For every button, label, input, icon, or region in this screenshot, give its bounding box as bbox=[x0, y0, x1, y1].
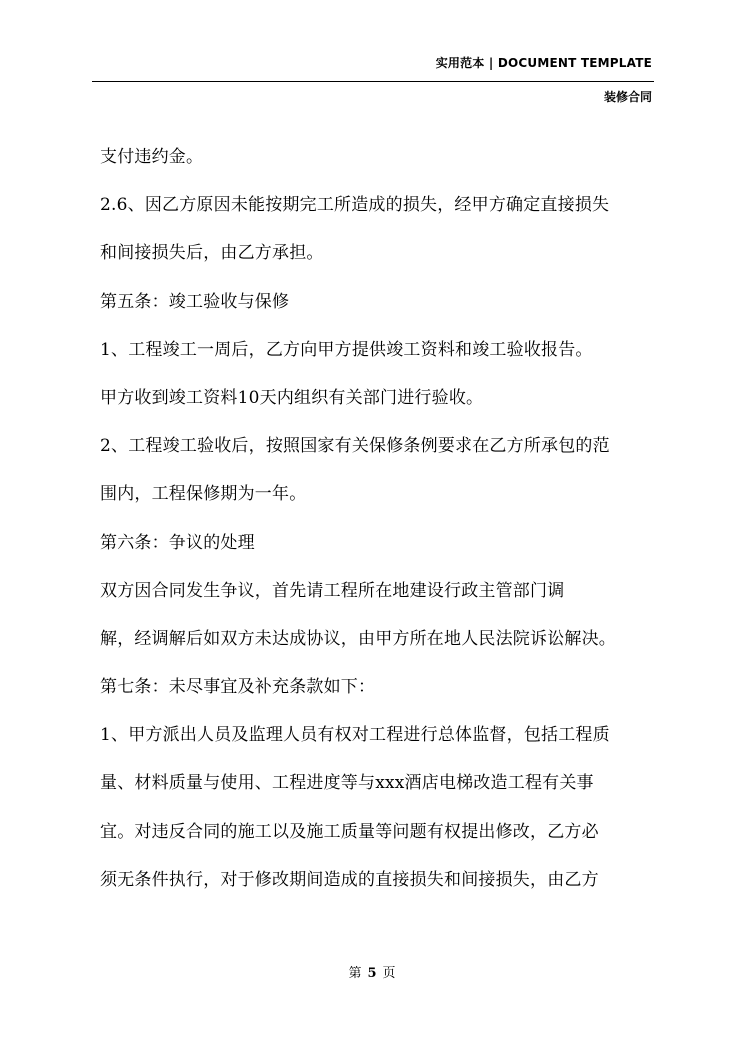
page-number-suffix: 页 bbox=[382, 966, 396, 981]
body-line: 双方因合同发生争议，首先请工程所在地建设行政主管部门调 bbox=[100, 580, 565, 601]
body-line: 甲方收到竣工资料10天内组织有关部门进行验收。 bbox=[100, 387, 484, 408]
section-heading: 第五条：竣工验收与保修 bbox=[100, 291, 290, 312]
body-line: 围内，工程保修期为一年。 bbox=[100, 484, 307, 505]
body-line: 须无条件执行，对于修改期间造成的直接损失和间接损失，由乙方 bbox=[100, 869, 599, 890]
header-divider bbox=[92, 81, 654, 82]
section-heading: 第七条：未尽事宜及补充条款如下： bbox=[100, 677, 376, 698]
body-line: 和间接损失后，由乙方承担。 bbox=[100, 243, 324, 264]
header-title: 实用范本 | DOCUMENT TEMPLATE bbox=[435, 56, 652, 70]
body-line: 解，经调解后如双方未达成协议，由甲方所在地人民法院诉讼解决。 bbox=[100, 628, 616, 649]
page-number-prefix: 第 bbox=[348, 966, 362, 981]
body-line: 支付违约金。 bbox=[100, 147, 204, 167]
header-subtitle: 装修合同 bbox=[603, 90, 652, 104]
document-body bbox=[100, 138, 660, 909]
body-line: 2.6、因乙方原因未能按期完工所造成的损失，经甲方确定直接损失 bbox=[100, 195, 610, 216]
body-line: 2、工程竣工验收后，按照国家有关保修条例要求在乙方所承包的范 bbox=[100, 436, 610, 457]
body-line: 量、材料质量与使用、工程进度等与xxx酒店电梯改造工程有关事 bbox=[100, 773, 594, 794]
body-line: 1、甲方派出人员及监理人员有权对工程进行总体监督，包括工程质 bbox=[100, 725, 610, 746]
body-line: 1、工程竣工一周后，乙方向甲方提供竣工资料和竣工验收报告。 bbox=[100, 339, 593, 360]
page-number: 5 bbox=[367, 966, 377, 981]
page-footer bbox=[0, 962, 744, 981]
section-heading: 第六条：争议的处理 bbox=[100, 532, 255, 553]
body-line: 宜。对违反合同的施工以及施工质量等问题有权提出修改，乙方必 bbox=[100, 821, 599, 842]
